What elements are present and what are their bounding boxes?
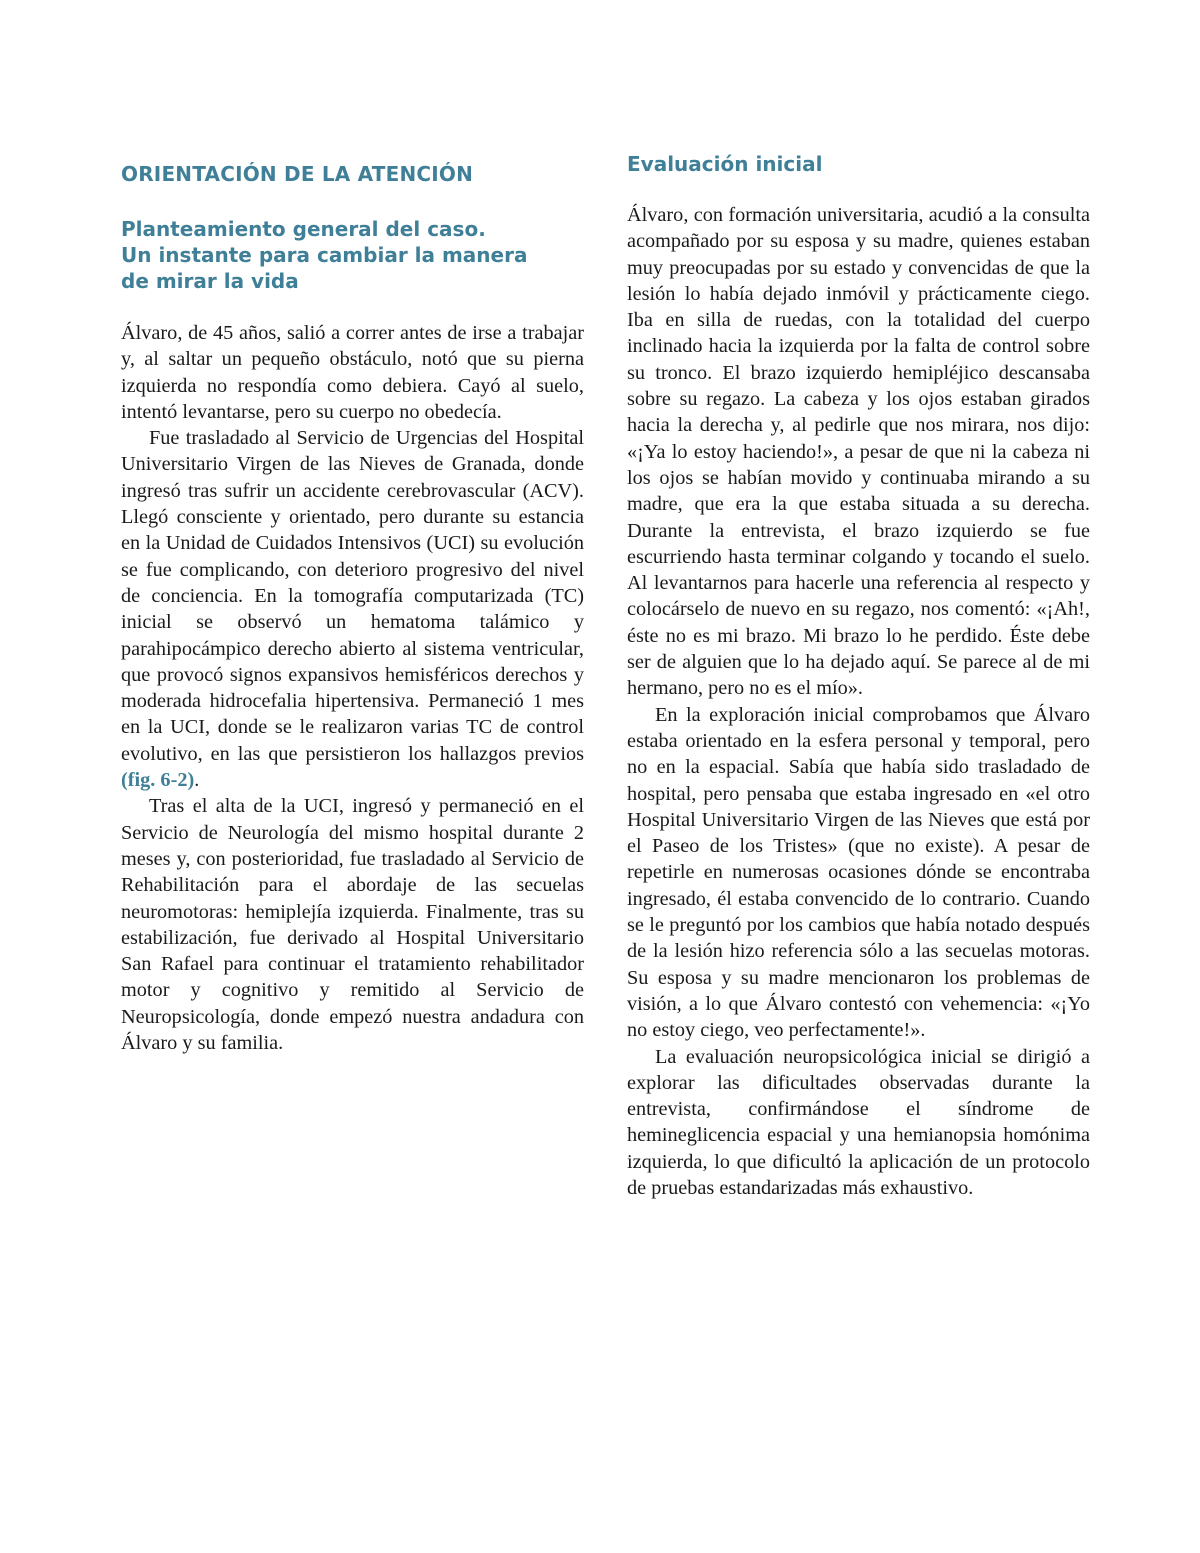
subsection-title: Evaluación inicial [627,152,823,176]
case-heading-line-1: Planteamiento general del caso. [121,217,486,241]
right-column [627,150,1090,1201]
left-column [121,162,584,1056]
evaluation-paragraph-3: La evaluación neuropsicológica inicial se dirigió a explorar las dificultades observadas durante la entrevista, confirmándose el síndrome de hemineglicencia espacial y una hemianopsia homónima izquierda, lo que dificultó la aplicación de un protocolo de pruebas estandarizadas más exhaustivo. [627,1045,1090,1199]
section-title: ORIENTACIÓN DE LA ATENCIÓN [121,162,474,186]
case-paragraph-2-end: . [194,769,200,792]
case-paragraph-3: Tras el alta de la UCI, ingresó y permaneció en el Servicio de Neurología del mismo hospital durante 2 meses y, con posterioridad, fue trasladado al Servicio de Rehabilitación para el abordaje de las secuelas neuromotoras: hemiplejía izquierda. Finalmente, tras su estabilización, fue derivado al Hospital Universitario San Rafael para continuar el tratamiento rehabilitador motor y cognitivo y remitido al Servicio de Neuropsicología, donde empezó nuestra andadura con Álvaro y su familia. [121,795,584,1055]
case-paragraph-2-text: Fue trasladado al Servicio de Urgencias del Hospital Universitario Virgen de las Nieves de Granada, donde ingresó tras sufrir un accidente cerebrovascular (ACV). Llegó consciente y orientado, pero durante su estancia en la Unidad de Cuidados Intensivos (UCI) su evolución se fue complicando, con deterioro progresivo del nivel de conciencia. En la tomografía computarizada (TC) inicial se observó un hematoma talámico y parahipocámpico derecho abierto al sistema ventricular, que provocó signos expansivos hemisféricos derechos y moderada hidrocefalia hipertensiva. Permaneció 1 mes en la UCI, donde se le realizaron varias TC de control evolutivo, en las que persistieron los hallazgos previos [121,427,584,765]
figure-reference-link[interactable]: (fig. 6-2) [121,769,195,792]
case-paragraph-2 [121,425,584,793]
evaluation-paragraph-2: En la exploración inicial comprobamos que Álvaro estaba orientado en la esfera personal y temporal, pero no en la espacial. Sabía que había sido trasladado de hospital, pero pensaba que estaba ingresado en «el otro Hospital Universitario Virgen de las Nieves que está por el Paseo de los Tristes» (que no existe). A pesar de repetirle en numerosas ocasiones dónde se encontraba ingresado, él estaba convencido de lo contrario. Cuando se le preguntó por los cambios que había notado después de la lesión hizo referencia sólo a las secuelas motoras. Su esposa y su madre mencionaron los problemas de visión, a lo que Álvaro contestó con vehemencia: «¡Yo no estoy ciego, veo perfectamente!». [627,703,1090,1042]
evaluation-paragraph-1: Álvaro, con formación universitaria, acudió a la consulta acompañado por su esposa y su madre, quienes estaban muy preocupadas por su estado y convencidas de que la lesión lo había dejado inmóvil y prácticamente ciego. Iba en silla de ruedas, con la totalidad del cuerpo inclinado hacia la izquierda por la falta de control sobre su tronco. El brazo izquierdo hemipléjico descansaba sobre su regazo. La cabeza y los ojos estaban girados hacia la derecha y, al pedirle que nos mirara, nos dijo: «¡Ya lo estoy haciendo!», a pesar de que ni la cabeza ni los ojos se habían movido y continuaba mirando a su madre, que era la que estaba situada a su derecha. Durante la entrevista, el brazo izquierdo se fue escurriendo hasta terminar colgando y tocando el suelo. Al levantarnos para hacerle una referencia al respecto y colocárselo de nuevo en su regazo, nos comentó: «¡Ah!, éste no es mi brazo. Mi brazo lo he perdido. Éste debe ser de alguien que lo ha dejado aquí. Se parece al de mi hermano, pero no es el mío». [627,204,1090,700]
case-heading-line-2: Un instante para cambiar la manera [121,243,528,267]
case-paragraph-1: Álvaro, de 45 años, salió a correr antes de irse a trabajar y, al saltar un pequeño obstáculo, notó que su pierna izquierda no respondía como debiera. Cayó al suelo, intentó levantarse, pero su cuerpo no obedecía. [121,322,584,423]
case-heading [121,216,584,294]
case-heading-line-3: de mirar la vida [121,269,299,293]
